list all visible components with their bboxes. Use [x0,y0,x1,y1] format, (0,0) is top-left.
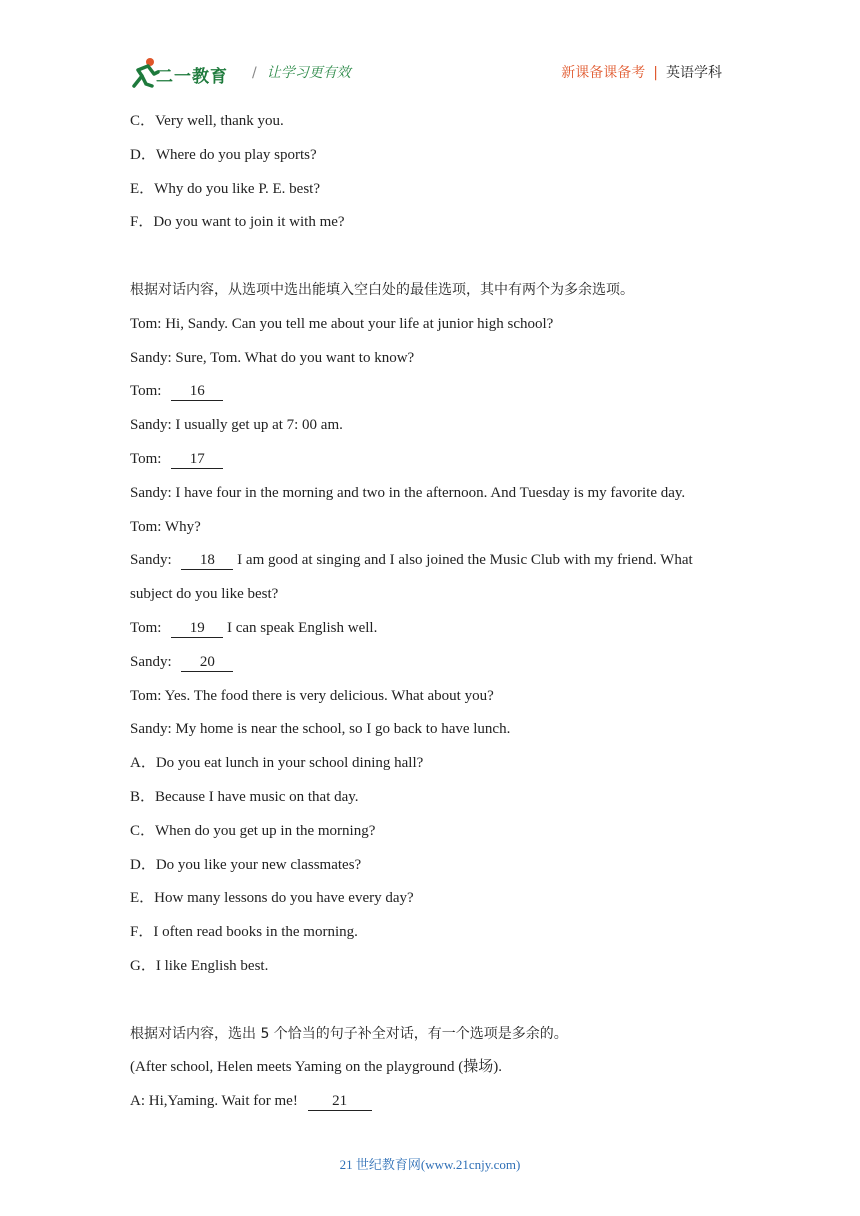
page-header [130,56,730,92]
answer-blank-18[interactable]: 18 [181,551,233,570]
speaker: Tom: [130,450,162,467]
dialogue-line: Sandy: Sure, Tom. What do you want to know? [130,349,415,366]
dialogue-line: Sandy: My home is near the school, so I go back to have lunch. [130,721,511,738]
dialogue-line [130,1088,730,1122]
option-item: B．Because I have music on that day. [130,788,359,805]
page-footer: 21 世纪教育网(www.21cnjy.com) [339,1157,521,1172]
header-right [561,62,722,82]
speaker: Tom: [130,383,162,400]
dialogue-line: Sandy: I have four in the morning and two in the afternoon. And Tuesday is my favorite day. [130,484,686,501]
dialogue-line [130,547,730,581]
page-content [130,108,730,1122]
option-item: A．Do you eat lunch in your school dining hall? [130,755,424,772]
speaker: Sandy: [130,653,172,670]
answer-blank-16[interactable]: 16 [171,382,223,401]
dialogue-line: Tom: Hi, Sandy. Can you tell me about your life at junior high school? [130,315,554,332]
subject-label: 英语学科 [666,65,722,81]
dialogue-line [130,378,730,412]
slogan [252,62,351,82]
option-item: F．I often read books in the morning. [130,924,358,941]
dialogue-text: I am good at singing and I also joined the Music Club with my friend. What [237,552,693,569]
slogan-text: 让学习更有效 [266,65,351,81]
logo-text: 二一教育 [156,67,228,87]
option-item: F．Do you want to join it with me? [130,214,345,231]
dialogue-line [130,446,730,480]
section-instruction: 根据对话内容，从选项中选出能填入空白处的最佳选项，其中有两个为多余选项。 [130,281,634,298]
option-item: C．Very well, thank you. [130,113,284,129]
speaker: Sandy: [130,552,172,569]
option-item: E．How many lessons do you have every day? [130,890,414,907]
answer-blank-21[interactable]: 21 [308,1092,372,1111]
speaker: Tom: [130,619,162,636]
dialogue-line [130,615,730,649]
option-item: G．I like English best. [130,957,269,974]
dialogue-line: Tom: Yes. The food there is very delicious. What about you? [130,687,494,704]
dialogue-line: Sandy: I usually get up at 7: 00 am. [130,417,343,434]
answer-blank-20[interactable]: 20 [181,653,233,672]
logo [130,56,248,90]
answer-blank-17[interactable]: 17 [171,450,223,469]
slogan-separator: / [252,65,257,81]
answer-blank-19[interactable]: 19 [171,619,223,638]
dialogue-text: I can speak English well. [226,619,378,636]
dialogue-line: Tom: Why? [130,518,201,535]
context-line: (After school, Helen meets Yaming on the playground (操场). [130,1059,503,1076]
section-instruction: 根据对话内容，选出 5 个恰当的句子补全对话，有一个选项是多余的。 [130,1025,568,1042]
dialogue-line: subject do you like best? [130,586,279,603]
option-item: E．Why do you like P. E. best? [130,180,320,197]
dialogue-line [130,649,730,683]
series-label: 新课备课备考 [561,65,646,81]
option-item: D．Do you like your new classmates? [130,856,362,873]
option-item: D．Where do you play sports? [130,146,317,163]
dialogue-text: A: Hi,Yaming. Wait for me! [130,1093,298,1110]
option-item: C．When do you get up in the morning? [130,822,376,839]
header-separator: | [653,65,658,81]
